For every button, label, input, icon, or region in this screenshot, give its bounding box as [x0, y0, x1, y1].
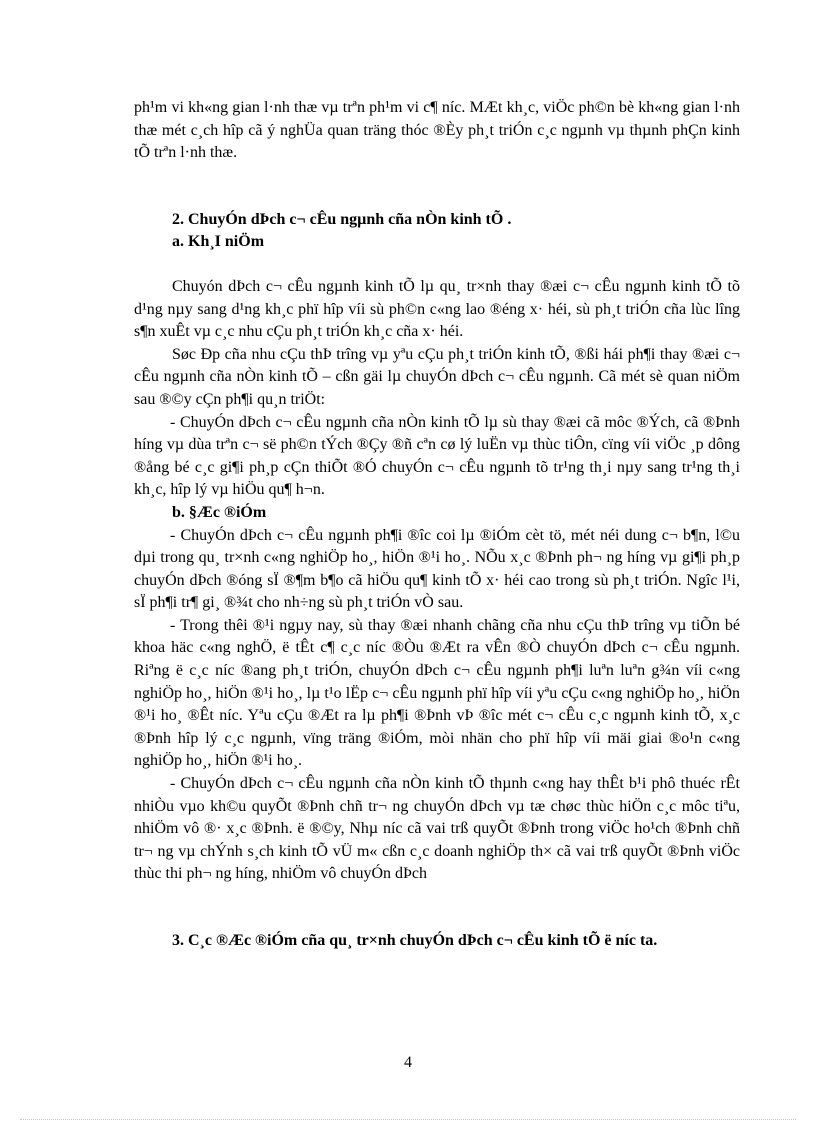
paragraph-definition: Chuyón dÞch c¬ cÊu ngµnh kinh tÕ lµ qu¸ tr×nh thay ®æi c¬ cÊu ngµnh kinh tÕ tõ d¹ng nµy sang d¹ng kh¸c phï hîp víi sù ph©n c«ng lao ®éng x· héi, sù ph¸t triÓn cña lùc lîng s¶n xuÊt vµ c¸c nhu cÇu ph¸t triÓn kh¸c cña x· héi.	[134, 277, 740, 341]
page-bottom-divider	[20, 1119, 796, 1120]
section-2a-heading: a. Kh¸I niÖm	[172, 233, 265, 251]
section-2b-heading: b. §Æc ®iÓm	[172, 503, 267, 521]
paragraph-market-pressure: Søc Ðp cña nhu cÇu thÞ trîng vµ yªu cÇu ph¸t triÓn kinh tÕ, ®ßi hái ph¶i thay ®æi c¬ cÊu ngµnh cña nÒn kinh tÕ – cßn gäi lµ chuyÓn dÞch c¬ cÊu ngµnh. Cã mét sè quan niÖm sau ®©y cÇn ph¶i qu¸n triÖt:	[134, 345, 740, 408]
document-body	[134, 97, 740, 953]
section-3-heading: 3. C¸c ®Æc ®iÓm cña qu¸ tr×nh chuyÓn dÞch c¬ cÊu kinh tÕ ë níc ta.	[172, 932, 658, 949]
paragraph-success-factors: - ChuyÓn dÞch c¬ cÊu ngµnh cña nÒn kinh tÕ thµnh c«ng hay thÊt b¹i phô thuéc rÊt nhiÒu vµo kh©u quyÕt ®Þnh chñ tr¬ ng chuyÓn dÞch vµ tæ chøc thùc hiÖn c¸c môc tiªu, nhiÖm vô ®· x¸c ®Þnh. ë ®©y, Nhµ níc cã vai trß quyÕt ®Þnh trong viÖc ho¹ch ®Þnh chñ tr¬ ng vµ chÝnh s¸ch kinh tÕ vÜ m« cßn c¸c doanh nghiÖp th× cã vai trß quyÕt ®Þnh viÖc thùc thi ph¬ ng híng, nhiÖm vô chuyÓn dÞch	[134, 775, 740, 883]
section-2-heading: 2. ChuyÓn dÞch c¬ cÊu ngµnh cña nÒn kinh tÕ .	[172, 210, 512, 228]
paragraph-modern-era: - Trong thêi ®¹i ngµy nay, sù thay ®æi nhanh chãng cña nhu cÇu thÞ trîng vµ tiÕn bé khoa häc c«ng nghÖ, ë tÊt c¶ c¸c níc ®Òu ®Æt ra vÊn ®Ò chuyÓn dÞch c¬ cÊu ngµnh. Riªng ë c¸c níc ®ang ph¸t triÓn, chuyÓn dÞch c¬ cÊu ngµnh ph¶i luªn luªn g¾n víi c«ng nghiÖp ho¸, hiÖn ®¹i ho¸, lµ t¹o lËp c¬ cÊu ngµnh phï hîp víi yªu cÇu c«ng nghiÖp ho¸, hiÖn ®¹i ho¸ ®Êt níc. Yªu cÇu ®Æt ra lµ ph¶i ®Þnh vÞ ®îc mét c¬ cÊu c¸c ngµnh kinh tÕ, x¸c ®Þnh hîp lý c¸c ngµnh, vïng träng ®iÓm, mòi nhän cho phï hîp víi mäi giai ®o¹n c«ng nghiÖp ho¸, hiÖn ®¹i ho¸.	[134, 616, 740, 770]
page-number: 4	[404, 1054, 412, 1071]
paragraph-purposeful-change: - ChuyÓn dÞch c¬ cÊu ngµnh cña nÒn kinh tÕ lµ sù thay ®æi cã môc ®Ých, cã ®Þnh híng vµ dùa trªn c¬ së ph©n tÝch ®Çy ®ñ cªn cø lý luËn vµ thùc tiÔn, cïng víi viÖc ¸p dông ®ång bé c¸c gi¶i ph¸p cÇn thiÕt ®Ó chuyÓn c¬ cÊu ngµnh tõ tr¹ng th¸i nµy sang tr¹ng th¸i kh¸c, hîp lý vµ hiÖu qu¶ h¬n.	[134, 413, 740, 499]
paragraph-intro: ph¹m vi kh«ng gian l·nh thæ vµ trªn ph¹m vi c¶ níc. MÆt kh¸c, viÖc ph©n bè kh«ng gian l·nh thæ mét c¸ch hîp cã ý nghÜa quan träng thóc ®Èy ph¸t triÓn c¸c ngµnh vµ thµnh phÇn kinh tÕ trªn l·nh thæ.	[134, 99, 740, 162]
paragraph-core-point: - ChuyÓn dÞch c¬ cÊu ngµnh ph¶i ®îc coi lµ ®iÓm cèt tö, mét néi dung c¬ b¶n, l©u dµi trong qu¸ tr×nh c«ng nghiÖp ho¸, hiÖn ®¹i ho¸. NÕu x¸c ®Þnh ph¬ ng híng vµ gi¶i ph¸p chuyÓn dÞch ®óng sÏ ®¶m b¶o cã hiÖu qu¶ kinh tÕ x· héi cao trong sù ph¸t triÓn. Ngîc l¹i, sÏ ph¶i tr¶ gi¸ ®¾t cho nh÷ng sù ph¸t triÓn vÒ sau.	[134, 526, 740, 612]
